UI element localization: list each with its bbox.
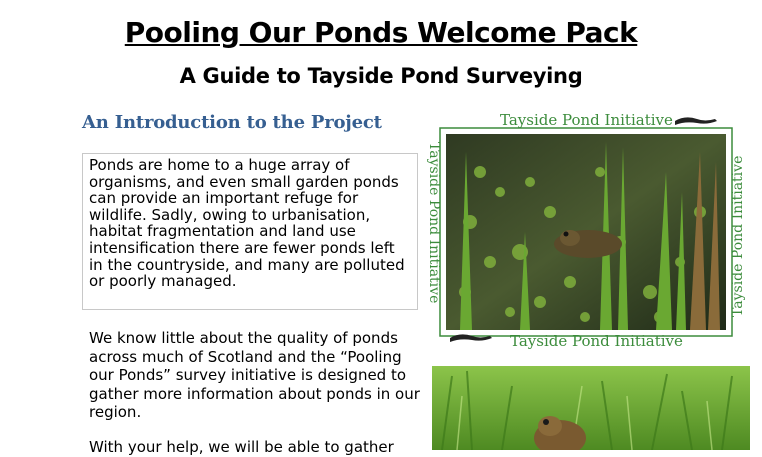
frame-top-label: Tayside Pond Initiative bbox=[500, 112, 673, 129]
paragraph-2: We know little about the quality of ponds across much of Scotland and the “Pooling our Ponds” survey initiative is designed to gather more information about ponds in our region. bbox=[89, 329, 420, 422]
frog-grass-image bbox=[432, 366, 750, 450]
document-title: Pooling Our Ponds Welcome Pack bbox=[124, 16, 638, 49]
paragraph-3: With your help, we will be able to gather bbox=[89, 438, 394, 456]
intro-text-box bbox=[82, 153, 418, 310]
frog-icon bbox=[554, 230, 622, 258]
frame-left-label: Tayside Pond Initiative bbox=[426, 142, 442, 304]
section-heading: An Introduction to the Project bbox=[82, 112, 382, 133]
frame-right-label: Tayside Pond Initiative bbox=[730, 155, 746, 317]
frame-bottom-label: Tayside Pond Initiative bbox=[510, 332, 683, 350]
intro-paragraph: Ponds are home to a huge array of organisms, and even small garden ponds can provide an important refuge for wildlife. Sadly, owing to urbanisation, habitat fragmentation and land use intensification there are fewer ponds left in the countryside, and many are polluted or poorly managed. bbox=[89, 156, 405, 291]
document-subtitle: A Guide to Tayside Pond Surveying bbox=[179, 64, 583, 88]
pond-frame-image bbox=[420, 112, 750, 352]
